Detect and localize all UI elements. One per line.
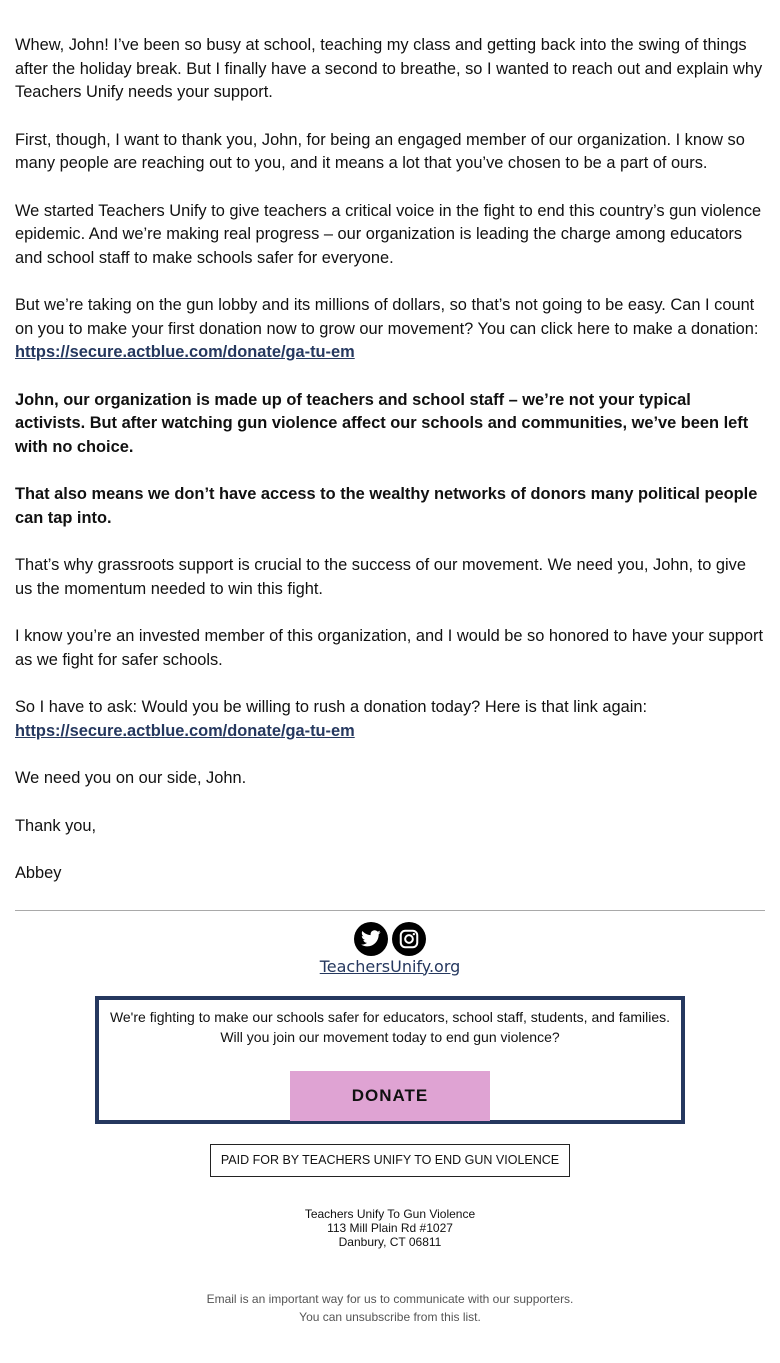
donation-link[interactable]: https://secure.actblue.com/donate/ga-tu-em — [15, 343, 355, 361]
paragraph-invested: I know you’re an invested member of this organization, and I would be so honored to have your support as we fight for safer schools. — [15, 627, 764, 669]
address-line3: Danbury, CT 06811 — [338, 1234, 442, 1249]
donate-cta-box — [95, 996, 685, 1124]
social-links — [15, 922, 765, 956]
mailing-address — [15, 1207, 765, 1249]
footer-divider — [15, 910, 765, 911]
closing: Thank you, — [15, 816, 97, 835]
paragraph-donation-ask-text: But we’re taking on the gun lobby and its millions of dollars, so that’s not going to be easy. Can I count on you to make your first donation now to grow our movement? You can click here to make a donation: — [15, 296, 759, 338]
cta-text-line1: We're fighting to make our schools safer for educators, school staff, students, and families. — [109, 1008, 671, 1025]
site-link[interactable]: TeachersUnify.org — [319, 956, 461, 976]
donation-link-again[interactable]: https://secure.actblue.com/donate/ga-tu-em — [15, 721, 355, 740]
email-body — [15, 0, 765, 1326]
donate-button[interactable]: DONATE — [290, 1071, 490, 1121]
paragraph-bold-donors: That also means we don’t have access to the wealthy networks of donors many political people can tap into. — [15, 485, 758, 527]
note-line2: You can unsubscribe from this list. — [299, 1309, 481, 1324]
paragraph-mission: We started Teachers Unify to give teachers a critical voice in the fight to end this country’s gun violence epidemic. And we’re making real progress – our organization is leading the charge among educators and school staff to make schools safer for everyone. — [15, 201, 762, 267]
signature: Abbey — [15, 864, 62, 882]
note-line1: Email is an important way for us to communicate with our supporters. — [206, 1291, 574, 1306]
instagram-icon[interactable] — [392, 922, 426, 956]
unsubscribe-note — [15, 1290, 765, 1326]
address-line1: Teachers Unify To Gun Violence — [304, 1206, 476, 1221]
cta-text-line2: Will you join our movement today to end gun violence? — [220, 1028, 560, 1045]
paid-for-disclaimer: PAID FOR BY TEACHERS UNIFY TO END GUN VIOLENCE — [210, 1144, 570, 1177]
twitter-icon[interactable] — [354, 922, 388, 956]
paragraph-thanks: First, though, I want to thank you, John, for being an engaged member of our organization. I know so many people are reaching out to you, and it means a lot that you’ve chosen to be a part of ours. — [15, 130, 745, 172]
paragraph-rush-donation-text: So I have to ask: Would you be willing to rush a donation today? Here is that link again: — [15, 698, 648, 716]
paragraph-intro: Whew, John! I’ve been so busy at school, teaching my class and getting back into the swing of things after the holiday break. But I finally have a second to breathe, so I wanted to reach out and explain why Teachers Unify needs your support. — [15, 36, 763, 101]
paragraph-grassroots: That’s why grassroots support is crucial to the success of our movement. We need you, John, to give us the momentum needed to win this fight. — [15, 556, 746, 598]
paragraph-bold-teachers: John, our organization is made up of teachers and school staff – we’re not your typical activists. But after watching gun violence affect our schools and communities, we’ve been left with no choice. — [15, 390, 749, 456]
paragraph-donation-ask — [15, 294, 765, 365]
paragraph-need-you: We need you on our side, John. — [15, 769, 247, 787]
paragraph-rush-donation — [15, 696, 765, 743]
address-line2: 113 Mill Plain Rd #1027 — [327, 1220, 453, 1235]
